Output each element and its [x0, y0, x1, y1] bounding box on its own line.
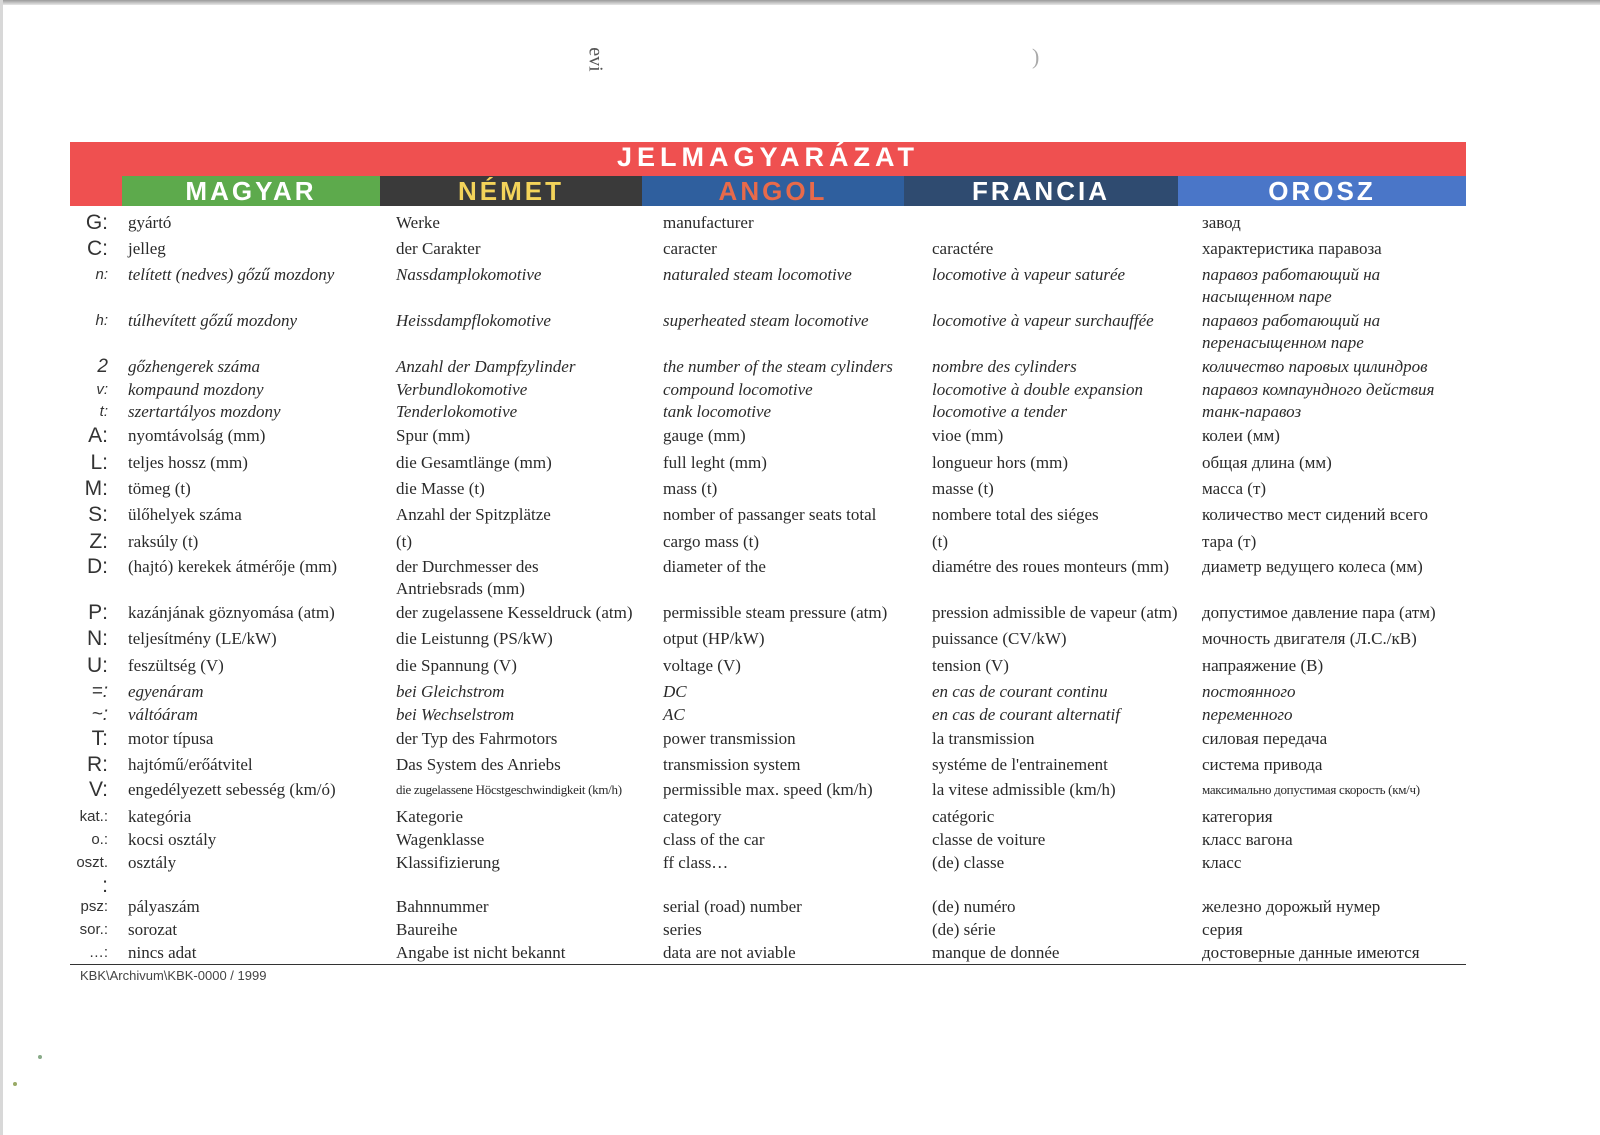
term-fr: la vitese admissible (km/h): [932, 780, 1116, 799]
legend-symbol: o.:: [91, 831, 108, 848]
term-fr: (de) classe: [932, 853, 1005, 872]
term-de: der zugelassene Kesseldruck (atm): [396, 603, 633, 622]
term-hu: nincs adat: [128, 943, 197, 962]
term-ru: напраяжение (В): [1202, 656, 1324, 675]
term-fr: la transmission: [932, 729, 1035, 748]
term-fr: nombre des cylinders: [932, 357, 1077, 376]
term-de: Anzahl der Spitzplätze: [396, 505, 551, 524]
term-hu: engedélyezett sebesség (km/ó): [128, 780, 336, 799]
legend-symbol: 2: [97, 356, 108, 377]
legend-symbol: Z:: [89, 530, 108, 553]
term-en: series: [663, 920, 702, 939]
legend-symbol: L:: [90, 451, 108, 474]
header-nemet: NÉMET: [380, 176, 642, 206]
term-ru: переменного: [1202, 705, 1293, 724]
term-hu: gyártó: [128, 213, 172, 232]
term-en: otput (HP/kW): [663, 629, 765, 648]
legend-symbol: R:: [87, 753, 108, 776]
term-hu: pályaszám: [128, 897, 200, 916]
pencil-mark-icon: ): [1032, 44, 1040, 69]
term-hu: kategória: [128, 807, 192, 826]
legend-symbol: S:: [88, 503, 108, 526]
term-en: category: [663, 807, 722, 826]
term-ru: паравоз работающий на насыщенном паре: [1202, 265, 1381, 306]
term-ru: колеи (мм): [1202, 426, 1280, 445]
term-en: class of the car: [663, 830, 765, 849]
legend-table: [70, 142, 1466, 988]
legend-symbol: ~:: [91, 704, 108, 725]
archive-code: KBK\Archivum\KBK-0000 / 1999: [80, 968, 267, 983]
term-ru: железно дорожый нумер: [1202, 897, 1381, 916]
legend-symbol: n:: [95, 266, 108, 283]
legend-symbol: =:: [91, 681, 108, 702]
term-ru: класс вагона: [1202, 830, 1293, 849]
term-hu: tömeg (t): [128, 479, 191, 498]
legend-symbol: kat.:: [79, 808, 108, 825]
term-en: AC: [663, 705, 685, 724]
term-en: serial (road) number: [663, 897, 802, 916]
header-orosz: OROSZ: [1178, 176, 1466, 206]
speck-mark: [38, 1055, 42, 1059]
term-fr: masse (t): [932, 479, 994, 498]
term-fr: (de) série: [932, 920, 996, 939]
term-de: bei Wechselstrom: [396, 705, 515, 724]
term-hu: (hajtó) kerekek átmérője (mm): [128, 557, 338, 576]
term-de: der Typ des Fahrmotors: [396, 729, 558, 748]
term-de: Baureihe: [396, 920, 458, 939]
term-en: manufacturer: [663, 213, 754, 232]
term-en: diameter of the: [663, 557, 766, 576]
term-fr: (t): [932, 532, 949, 551]
term-de: die Gesamtlänge (mm): [396, 453, 552, 472]
legend-symbol: C:: [87, 237, 108, 260]
term-hu: feszültség (V): [128, 656, 224, 675]
term-ru: постоянного: [1202, 682, 1296, 701]
term-en: superheated steam locomotive: [663, 311, 869, 330]
term-de: Bahnnummer: [396, 897, 489, 916]
term-ru: паравоз компаундного действия: [1202, 380, 1435, 399]
term-en: compound locomotive: [663, 380, 813, 399]
term-de: Kategorie: [396, 807, 464, 826]
term-hu: telített (nedves) gőzű mozdony: [128, 265, 335, 284]
legend-symbol: T:: [91, 727, 108, 750]
legend-symbol: A:: [88, 424, 108, 447]
term-hu: váltóáram: [128, 705, 198, 724]
header-magyar: MAGYAR: [122, 176, 380, 206]
term-ru: паравоз работающий на перенасыщенном паре: [1202, 311, 1381, 352]
term-ru: серия: [1202, 920, 1243, 939]
term-hu: ülőhelyek száma: [128, 505, 242, 524]
term-de: Werke: [396, 213, 440, 232]
term-de: Das System des Anriebs: [396, 755, 561, 774]
handwritten-note: evi: [584, 47, 607, 72]
legend-symbol: V:: [88, 778, 108, 801]
term-hu: nyomtávolság (mm): [128, 426, 266, 445]
term-ru: тара (т): [1202, 532, 1257, 551]
term-en: permissible steam pressure (atm): [663, 603, 888, 622]
term-fr: classe de voiture: [932, 830, 1046, 849]
term-en: DC: [663, 682, 687, 701]
term-en: mass (t): [663, 479, 718, 498]
legend-symbol: v:: [96, 381, 108, 398]
term-fr: locomotive à vapeur saturée: [932, 265, 1126, 284]
term-fr: manque de donnée: [932, 943, 1060, 962]
term-en: tank locomotive: [663, 402, 772, 421]
term-ru: общая длина (мм): [1202, 453, 1332, 472]
term-hu: szertartályos mozdony: [128, 402, 281, 421]
term-de: Nassdamplokomotive: [396, 265, 542, 284]
legend-symbol: oszt.: [76, 854, 108, 871]
term-hu: raksúly (t): [128, 532, 199, 551]
term-en: data are not aviable: [663, 943, 796, 962]
term-hu: jelleg: [128, 239, 166, 258]
term-en: nomber of passanger seats total: [663, 505, 877, 524]
term-ru: допустимое давление пара (атм): [1202, 603, 1436, 622]
term-ru: характеристика паравоза: [1202, 239, 1382, 258]
term-fr: tension (V): [932, 656, 1009, 675]
header-angol: ANGOL: [642, 176, 904, 206]
legend-symbol: :: [102, 874, 108, 897]
term-de: (t): [396, 532, 413, 551]
term-de: die zugelassene Höcstgeschwindigkeit (km/h): [396, 782, 622, 797]
term-fr: (de) numéro: [932, 897, 1016, 916]
legend-symbol: psz:: [80, 898, 108, 915]
term-hu: motor típusa: [128, 729, 214, 748]
term-en: full leght (mm): [663, 453, 767, 472]
legend-symbol: N:: [87, 627, 108, 650]
scan-edge-left: [0, 0, 3, 1135]
term-hu: kocsi osztály: [128, 830, 217, 849]
term-fr: caractére: [932, 239, 994, 258]
term-en: transmission system: [663, 755, 801, 774]
term-de: der Durchmesser des Antriebsrads (mm): [396, 557, 539, 598]
legend-symbol: sor.:: [79, 921, 108, 938]
term-fr: puissance (CV/kW): [932, 629, 1067, 648]
term-fr: pression admissible de vapeur (atm): [932, 603, 1178, 622]
legend-symbol: U:: [87, 654, 108, 677]
term-hu: teljes hossz (mm): [128, 453, 248, 472]
term-fr: locomotive à vapeur surchauffée: [932, 311, 1154, 330]
term-hu: túlhevített gőzű mozdony: [128, 311, 298, 330]
term-hu: egyenáram: [128, 682, 204, 701]
term-en: the number of the steam cylinders: [663, 357, 893, 376]
term-fr: catégoric: [932, 807, 995, 826]
header-francia: FRANCIA: [904, 176, 1178, 206]
legend-title: JELMAGYARÁZAT: [616, 142, 919, 172]
term-de: die Spannung (V): [396, 656, 517, 675]
term-ru: система привода: [1202, 755, 1323, 774]
term-fr: en cas de courant alternatif: [932, 705, 1120, 724]
term-en: ff class…: [663, 853, 729, 872]
term-fr: locomotive à double expansion: [932, 380, 1144, 399]
term-hu: teljesítmény (LE/kW): [128, 629, 277, 648]
term-en: gauge (mm): [663, 426, 746, 445]
term-ru: диаметр ведущего колеса (мм): [1202, 557, 1423, 576]
term-en: naturaled steam locomotive: [663, 265, 852, 284]
term-en: caracter: [663, 239, 717, 258]
speck-mark: [13, 1082, 17, 1086]
legend-symbol: M:: [84, 477, 108, 500]
term-fr: nombere total des siéges: [932, 505, 1099, 524]
term-hu: sorozat: [128, 920, 178, 939]
term-ru: мочность двигателя (Л.С./кВ): [1202, 629, 1417, 648]
term-ru: количество паровых цилиндров: [1202, 357, 1428, 376]
term-de: Verbundlokomotive: [396, 380, 528, 399]
term-de: Klassifizierung: [396, 853, 500, 872]
term-en: voltage (V): [663, 656, 741, 675]
term-hu: kazánjának göznyomása (atm): [128, 603, 335, 622]
language-header-spacer: [70, 176, 122, 206]
term-en: permissible max. speed (km/h): [663, 780, 873, 799]
term-de: Tenderlokomotive: [396, 402, 518, 421]
term-de: bei Gleichstrom: [396, 682, 505, 701]
term-hu: kompaund mozdony: [128, 380, 264, 399]
term-ru: завод: [1202, 213, 1241, 232]
term-fr: en cas de courant continu: [932, 682, 1108, 701]
term-de: die Leistunng (PS/kW): [396, 629, 553, 648]
term-ru: класс: [1202, 853, 1242, 872]
term-en: cargo mass (t): [663, 532, 759, 551]
term-fr: longueur hors (mm): [932, 453, 1068, 472]
legend-symbol: G:: [85, 211, 108, 234]
term-de: Angabe ist nicht bekannt: [396, 943, 566, 962]
term-fr: systéme de l'entrainement: [932, 755, 1108, 774]
term-fr: vioe (mm): [932, 426, 1004, 445]
term-ru: масса (т): [1202, 479, 1267, 498]
term-de: Anzahl der Dampfzylinder: [396, 357, 576, 376]
term-de: die Masse (t): [396, 479, 485, 498]
bottom-rule: [70, 964, 1466, 965]
term-de: Heissdampflokomotive: [396, 311, 551, 330]
term-ru: достоверные данные имеются: [1202, 943, 1420, 962]
term-fr: locomotive a tender: [932, 402, 1068, 421]
legend-symbol: t:: [99, 403, 108, 420]
term-hu: osztály: [128, 853, 177, 872]
term-en: power transmission: [663, 729, 796, 748]
term-de: Spur (mm): [396, 426, 471, 445]
term-hu: hajtómű/erőátvitel: [128, 755, 253, 774]
legend-symbol: h:: [95, 312, 108, 329]
term-de: der Carakter: [396, 239, 481, 258]
legend-symbol: …:: [88, 944, 108, 961]
term-ru: силовая передача: [1202, 729, 1328, 748]
term-ru: максимально допустимая скорость (км/ч): [1202, 782, 1420, 797]
scan-edge-top: [0, 0, 1600, 5]
term-fr: diamétre des roues monteurs (mm): [932, 557, 1169, 576]
term-de: Wagenklasse: [396, 830, 485, 849]
term-ru: категория: [1202, 807, 1273, 826]
term-hu: gőzhengerek száma: [128, 357, 261, 376]
term-ru: количество мест сидений всего: [1202, 505, 1429, 524]
legend-symbol: D:: [87, 555, 108, 578]
term-ru: танк-паравоз: [1202, 402, 1302, 421]
legend-symbol: P:: [88, 601, 108, 624]
